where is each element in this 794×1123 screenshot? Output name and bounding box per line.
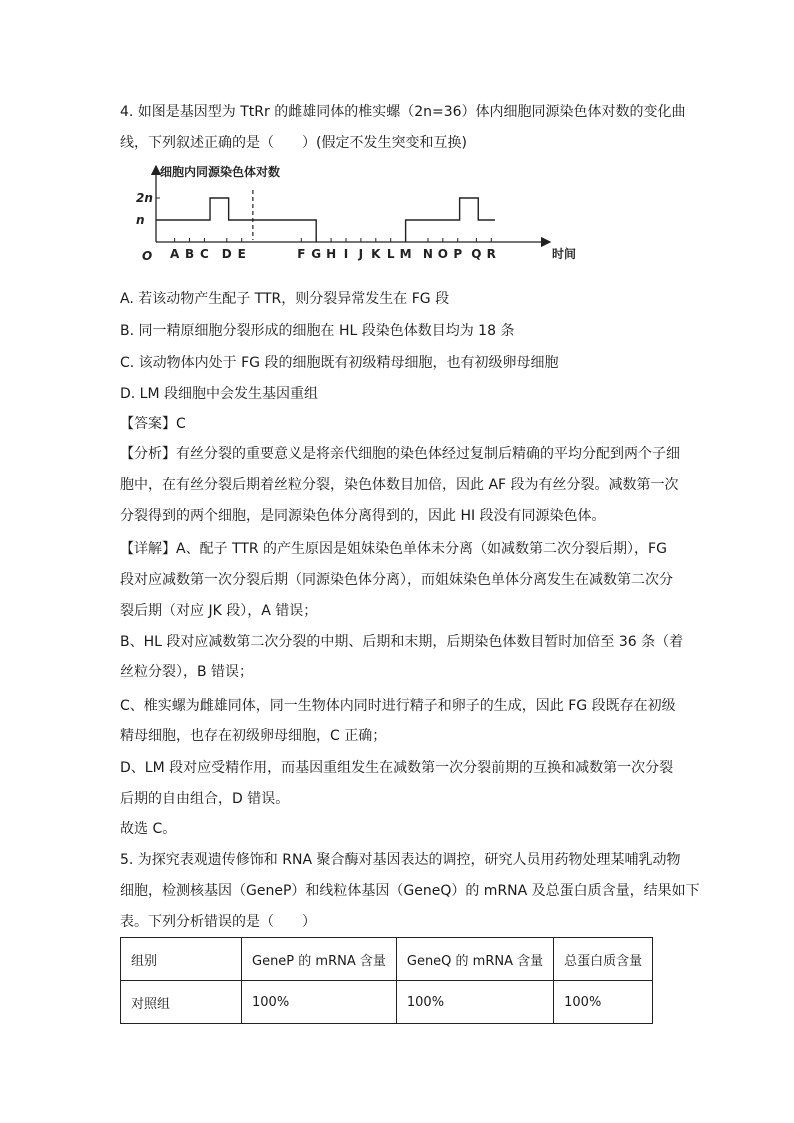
x-tick-label: B (184, 247, 195, 261)
x-tick-label: F (297, 247, 306, 261)
table-header-cell: GeneP 的 mRNA 含量 (242, 938, 397, 981)
q5-stem-line2: 细胞，检测核基因（GeneP）和线粒体基因（GeneQ）的 mRNA 及总蛋白质含量，结果如下 (120, 883, 700, 899)
x-tick-label: E (237, 247, 246, 261)
table-header-cell: 组别 (121, 938, 242, 981)
q4-option-d: D. LM 段细胞中会发生基因重组 (120, 386, 319, 402)
q4-conclusion: 故选 C。 (120, 821, 177, 837)
q4-analysis-line1: 【分析】有丝分裂的重要意义是将亲代细胞的染色体经过复制后精确的平均分配到两个子细 (120, 446, 680, 462)
origin-label: O (142, 249, 153, 263)
x-tick-label: A (169, 247, 180, 261)
q4-detail-line3: 裂后期（对应 JK 段），A 错误； (120, 603, 318, 619)
q5-results-table (120, 937, 653, 1024)
q4-analysis-line3: 分裂得到的两个细胞，是同源染色体分离得到的，因此 HI 段没有同源染色体。 (120, 508, 606, 524)
x-tick-label: P (453, 247, 463, 261)
x-tick-label: R (486, 247, 496, 261)
q5-stem-line3: 表。下列分析错误的是（ ） (120, 914, 316, 930)
table-header-cell: GeneQ 的 mRNA 含量 (396, 938, 553, 981)
x-tick-label: L (386, 247, 395, 261)
q4-detail-line1: 【详解】A、配子 TTR 的产生原因是姐妹染色单体未分离（如减数第二次分裂后期），FG (120, 541, 667, 557)
x-tick-label: G (311, 247, 322, 261)
table-cell: 100% (396, 981, 553, 1024)
x-tick-label: I (343, 247, 349, 261)
x-tick-label: M (399, 247, 412, 261)
series-line (156, 198, 316, 242)
y-axis-label: 细胞内同源染色体对数 (160, 165, 281, 179)
q4-analysis-line2: 胞中，在有丝分裂后期着丝粒分裂，染色体数目加倍，因此 AF 段为有丝分裂。减数第一次 (120, 477, 679, 493)
table-header-row (121, 938, 653, 981)
q4-detail-line7: 精母细胞，也存在初级卵母细胞，C 正确； (120, 728, 387, 744)
x-tick-label: D (221, 247, 232, 261)
q4-option-b: B. 同一精原细胞分裂形成的细胞在 HL 段染色体数目均为 18 条 (120, 323, 515, 339)
q5-stem-line1: 5. 为探究表观遗传修饰和 RNA 聚合酶对基因表达的调控，研究人员用药物处理某哺乳动物 (120, 852, 681, 868)
q4-detail-line2: 段对应减数第一次分裂后期（同源染色体分离），而姐妹染色单体分离发生在减数第二次分 (120, 572, 673, 588)
table-cell: 100% (554, 981, 653, 1024)
x-tick-label: H (326, 247, 337, 261)
x-tick-label: C (200, 247, 209, 261)
x-tick-label: J (358, 247, 364, 261)
table-cell: 100% (242, 981, 397, 1024)
x-axis-label: 时间 (552, 247, 577, 261)
q4-detail-line6: C、椎实螺为雌雄同体，同一生物体内同时进行精子和卵子的生成，因此 FG 段既存在初级 (120, 698, 676, 714)
table-row (121, 981, 653, 1024)
y-tick-label: n (136, 213, 145, 227)
q4-detail-line5: 丝粒分裂），B 错误； (120, 664, 254, 680)
homologous-pairs-chart (130, 160, 590, 280)
table-header-cell: 总蛋白质含量 (554, 938, 653, 981)
x-tick-label: O (437, 247, 448, 261)
q4-stem-line1: 4. 如图是基因型为 TtRr 的雌雄同体的椎实螺（2n=36）体内细胞同源染色体对数的变化曲 (120, 104, 686, 120)
y-tick-label: 2n (136, 191, 153, 205)
chart-svg (130, 160, 590, 280)
table-cell: 对照组 (121, 981, 242, 1024)
x-tick-label: Q (471, 247, 482, 261)
series-line (406, 198, 495, 242)
x-tick-label: K (371, 247, 381, 261)
q4-option-c: C. 该动物体内处于 FG 段的细胞既有初级精母细胞，也有初级卵母细胞 (120, 355, 559, 371)
q4-option-a: A. 若该动物产生配子 TTR，则分裂异常发生在 FG 段 (120, 291, 450, 307)
q4-detail-line8: D、LM 段对应受精作用，而基因重组发生在减数第一次分裂前期的互换和减数第一次分裂 (120, 760, 674, 776)
q4-answer: 【答案】C (120, 416, 186, 432)
q4-detail-line9: 后期的自由组合，D 错误。 (120, 791, 290, 807)
q4-detail-line4: B、HL 段对应减数第二次分裂的中期、后期和末期，后期染色体数目暂时加倍至 36 条（着 (120, 634, 684, 650)
x-tick-label: N (422, 247, 433, 261)
q4-stem-line2: 线，下列叙述正确的是（ ）(假定不发生突变和互换) (120, 135, 467, 151)
